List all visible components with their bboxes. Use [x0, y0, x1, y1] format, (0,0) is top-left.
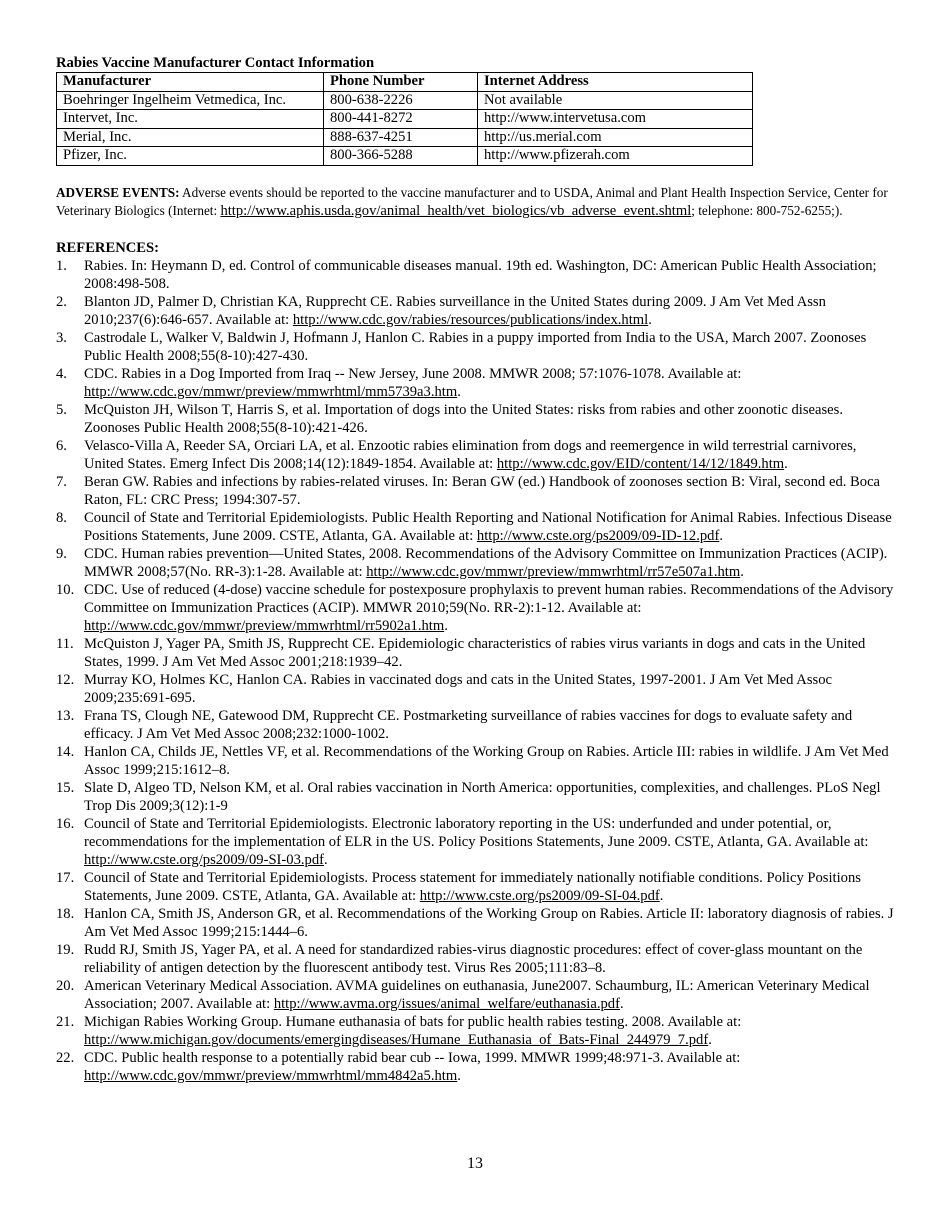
reference-number: 7.	[56, 473, 67, 490]
reference-text: Frana TS, Clough NE, Gatewood DM, Rupprecht CE. Postmarketing surveillance of rabies vaccines for dogs to evaluate safety and efficacy. J Am Vet Med Assoc 2008;232:1000-1002.	[84, 707, 853, 742]
reference-punctuation: .	[457, 383, 461, 400]
reference-punctuation: .	[457, 1067, 461, 1084]
reference-punctuation: .	[444, 617, 448, 634]
page-number: 13	[467, 1155, 483, 1172]
reference-number: 5.	[56, 401, 67, 418]
reference-item	[56, 293, 896, 329]
table-row	[57, 128, 753, 147]
references-title: REFERENCES:	[56, 239, 159, 256]
reference-text: Castrodale L, Walker V, Baldwin J, Hofmann J, Hanlon C. Rabies in a puppy imported from India to the USA, March 2007. Zoonoses Public Health 2008;55(8-10):427-430.	[84, 329, 867, 364]
reference-link[interactable]: http://www.cdc.gov/mmwr/preview/mmwrhtml/mm4842a5.htm	[84, 1067, 458, 1084]
reference-item	[56, 977, 896, 1013]
reference-item	[56, 941, 896, 977]
reference-link[interactable]: http://www.cdc.gov/mmwr/preview/mmwrhtml/rr5902a1.htm	[84, 617, 445, 634]
reference-text: Michigan Rabies Working Group. Humane euthanasia of bats for public health rabies testing. 2008. Available at:	[84, 1013, 742, 1030]
document-page	[56, 55, 896, 1085]
reference-number: 9.	[56, 545, 67, 562]
reference-text: Rudd RJ, Smith JS, Yager PA, et al. A need for standardized rabies-virus diagnostic procedures: effect of cover-glass mountant on the reliability of antigen detection by the fluorescent antibody test. Virus Res 2005;111:83–8.	[84, 941, 863, 976]
table-row	[57, 91, 753, 110]
table-title: Rabies Vaccine Manufacturer Contact Information	[56, 55, 375, 71]
header-manufacturer: Manufacturer	[57, 73, 324, 92]
reference-number: 3.	[56, 329, 67, 346]
reference-item	[56, 401, 896, 437]
reference-link[interactable]: http://www.avma.org/issues/animal_welfare/euthanasia.pdf	[273, 995, 620, 1012]
cell-phone: 800-366-5288	[324, 147, 478, 166]
cell-phone: 800-638-2226	[324, 91, 478, 110]
reference-item	[56, 635, 896, 671]
reference-number: 8.	[56, 509, 67, 526]
table-header-row	[57, 73, 753, 92]
reference-text: McQuiston JH, Wilson T, Harris S, et al. Importation of dogs into the United States: risks from rabies and other zoonotic diseases. Zoonoses Public Health 2008;55(8-10):421-426.	[84, 401, 843, 436]
header-internet: Internet Address	[478, 73, 753, 92]
reference-number: 14.	[56, 743, 75, 760]
reference-text: Murray KO, Holmes KC, Hanlon CA. Rabies in vaccinated dogs and cats in the United States, 1997-2001. J Am Vet Med Assoc 2009;235:691-695.	[84, 671, 832, 706]
reference-link[interactable]: http://www.cdc.gov/rabies/resources/publications/index.html	[292, 311, 649, 328]
reference-link[interactable]: http://www.cdc.gov/mmwr/preview/mmwrhtml/rr57e507a1.htm	[366, 563, 741, 580]
reference-text: Hanlon CA, Childs JE, Nettles VF, et al. Recommendations of the Working Group on Rabies. Article III: rabies in wildlife. J Am Vet Med Assoc 1999;215:1612–8.	[84, 743, 889, 778]
adverse-events-text: Adverse events should be reported to the vaccine manufacturer and to USDA, Animal and Plant Health Inspection Service, Center for Veterinary Biologics (Internet:	[56, 184, 888, 218]
reference-number: 22.	[56, 1049, 75, 1066]
reference-text: CDC. Human rabies prevention—United States, 2008. Recommendations of the Advisory Committee on Immunization Practices (ACIP). MMWR 2008;57(No. RR-3):1-28. Available at:	[84, 545, 888, 580]
cell-manufacturer: Merial, Inc.	[57, 128, 324, 147]
reference-punctuation: .	[659, 887, 664, 904]
reference-text: CDC. Public health response to a potentially rabid bear cub -- Iowa, 1999. MMWR 1999;48:971-3. Available at:	[84, 1049, 741, 1066]
reference-text: CDC. Use of reduced (4-dose) vaccine schedule for postexposure prophylaxis to prevent human rabies. Recommendations of the Advisory Committee on Immunization Practices (ACIP). MMWR 2010;59(No. RR-2):1-12. Available at:	[84, 581, 894, 616]
reference-item	[56, 329, 896, 365]
table-row	[57, 110, 753, 129]
cell-manufacturer: Boehringer Ingelheim Vetmedica, Inc.	[57, 91, 324, 110]
cell-manufacturer: Intervet, Inc.	[57, 110, 324, 129]
header-phone: Phone Number	[324, 73, 478, 92]
reference-text: Slate D, Algeo TD, Nelson KM, et al. Oral rabies vaccination in North America: opportunities, complexities, and challenges. PLoS Negl Trop Dis 2009;3(12):1-9	[84, 779, 881, 814]
reference-number: 20.	[56, 977, 75, 994]
reference-text: Council of State and Territorial Epidemiologists. Process statement for immediately nationally notifiable conditions. Policy Positions Statements, June 2009. CSTE, Atlanta, GA. Available at:	[84, 869, 861, 904]
reference-item	[56, 545, 896, 581]
reference-punctuation: .	[719, 527, 723, 544]
reference-text: Beran GW. Rabies and infections by rabies-related viruses. In: Beran GW (ed.) Handbook of zoonoses section B: Viral, second ed. Boca Raton, FL: CRC Press; 1994:307-57.	[84, 473, 881, 508]
reference-link[interactable]: http://www.cste.org/ps2009/09-SI-03.pdf	[84, 851, 324, 868]
adverse-events-paragraph	[56, 184, 896, 220]
reference-item	[56, 365, 896, 401]
reference-item	[56, 1013, 896, 1049]
reference-punctuation: .	[619, 995, 624, 1012]
reference-number: 4.	[56, 365, 67, 382]
cell-phone: 800-441-8272	[324, 110, 478, 129]
reference-link[interactable]: http://www.michigan.gov/documents/emergingdiseases/Humane_Euthanasia_of_Bats-Final_244979_7.pdf	[84, 1031, 709, 1048]
reference-item	[56, 743, 896, 779]
reference-number: 13.	[56, 707, 75, 724]
references-list	[56, 257, 896, 1085]
reference-item	[56, 671, 896, 707]
reference-punctuation: .	[323, 851, 328, 868]
reference-item	[56, 581, 896, 635]
reference-text: Velasco-Villa A, Reeder SA, Orciari LA, et al. Enzootic rabies elimination from dogs and reemergence in wild terrestrial carnivores, United States. Emerg Infect Dis 2008;14(12):1849-1854. Available at:	[84, 437, 857, 472]
reference-item	[56, 815, 896, 869]
reference-punctuation: .	[740, 563, 744, 580]
adverse-events-text-end: ; telephone: 800-752-6255;).	[691, 202, 843, 218]
reference-number: 6.	[56, 437, 67, 454]
reference-number: 15.	[56, 779, 75, 796]
reference-link[interactable]: http://www.cste.org/ps2009/09-ID-12.pdf	[476, 527, 720, 544]
cell-internet: http://www.intervetusa.com	[478, 110, 753, 129]
reference-item	[56, 257, 896, 293]
cell-phone: 888-637-4251	[324, 128, 478, 147]
table-row	[57, 147, 753, 166]
reference-text: Council of State and Territorial Epidemiologists. Public Health Reporting and National Notification for Animal Rabies. Infectious Disease Positions Statements, June 2009. CSTE, Atlanta, GA. Available at:	[84, 509, 892, 544]
reference-punctuation: .	[648, 311, 652, 328]
reference-number: 21.	[56, 1013, 75, 1030]
reference-item	[56, 707, 896, 743]
cell-internet: http://us.merial.com	[478, 128, 753, 147]
reference-number: 18.	[56, 905, 75, 922]
reference-number: 12.	[56, 671, 75, 688]
reference-number: 17.	[56, 869, 75, 886]
cell-internet: http://www.pfizerah.com	[478, 147, 753, 166]
reference-link[interactable]: http://www.cdc.gov/mmwr/preview/mmwrhtml/mm5739a3.htm	[84, 383, 458, 400]
reference-item	[56, 473, 896, 509]
reference-number: 16.	[56, 815, 75, 832]
manufacturer-contact-table	[56, 72, 753, 166]
reference-number: 1.	[56, 257, 67, 274]
reference-link[interactable]: http://www.cste.org/ps2009/09-SI-04.pdf	[419, 887, 660, 904]
reference-number: 2.	[56, 293, 67, 310]
adverse-events-label: ADVERSE EVENTS:	[56, 184, 180, 200]
reference-text: Council of State and Territorial Epidemiologists. Electronic laboratory reporting in the US: underfunded and under potential, or, recommendations for the implementation of ELR in the US. Policy Positions Statements, June 2009. CSTE, Atlanta, GA. Available at:	[84, 815, 869, 850]
reference-item	[56, 779, 896, 815]
reference-number: 10.	[56, 581, 75, 598]
reference-text: CDC. Rabies in a Dog Imported from Iraq -- New Jersey, June 2008. MMWR 2008; 57:1076-1078. Available at:	[84, 365, 742, 382]
reference-item	[56, 509, 896, 545]
reference-text: American Veterinary Medical Association. AVMA guidelines on euthanasia, June2007. Schaumburg, IL: American Veterinary Medical Association; 2007. Available at:	[84, 977, 870, 1012]
reference-punctuation: .	[708, 1031, 712, 1048]
reference-text: McQuiston J, Yager PA, Smith JS, Rupprecht CE. Epidemiologic characteristics of rabies virus variants in dogs and cats in the United States, 1999. J Am Vet Med Assoc 2001;218:1939–42.	[84, 635, 866, 670]
reference-link[interactable]: http://www.cdc.gov/EID/content/14/12/1849.htm	[496, 455, 785, 472]
reference-number: 11.	[56, 635, 74, 652]
adverse-events-link[interactable]: http://www.aphis.usda.gov/animal_health/vet_biologics/vb_adverse_event.shtml	[220, 202, 692, 219]
reference-number: 19.	[56, 941, 75, 958]
reference-item	[56, 905, 896, 941]
reference-text: Hanlon CA, Smith JS, Anderson GR, et al. Recommendations of the Working Group on Rabies. Article II: laboratory diagnosis of rabies. J Am Vet Med Assoc 1999;215:1444–6.	[84, 905, 894, 940]
reference-item	[56, 437, 896, 473]
cell-internet: Not available	[478, 91, 753, 110]
reference-text: Blanton JD, Palmer D, Christian KA, Rupprecht CE. Rabies surveillance in the United States during 2009. J Am Vet Med Assn 2010;237(6):646-657. Available at:	[84, 293, 826, 328]
reference-punctuation: .	[784, 455, 788, 472]
reference-text: Rabies. In: Heymann D, ed. Control of communicable diseases manual. 19th ed. Washington, DC: American Public Health Association; 2008:498-508.	[84, 257, 877, 292]
reference-item	[56, 869, 896, 905]
reference-item	[56, 1049, 896, 1085]
cell-manufacturer: Pfizer, Inc.	[57, 147, 324, 166]
